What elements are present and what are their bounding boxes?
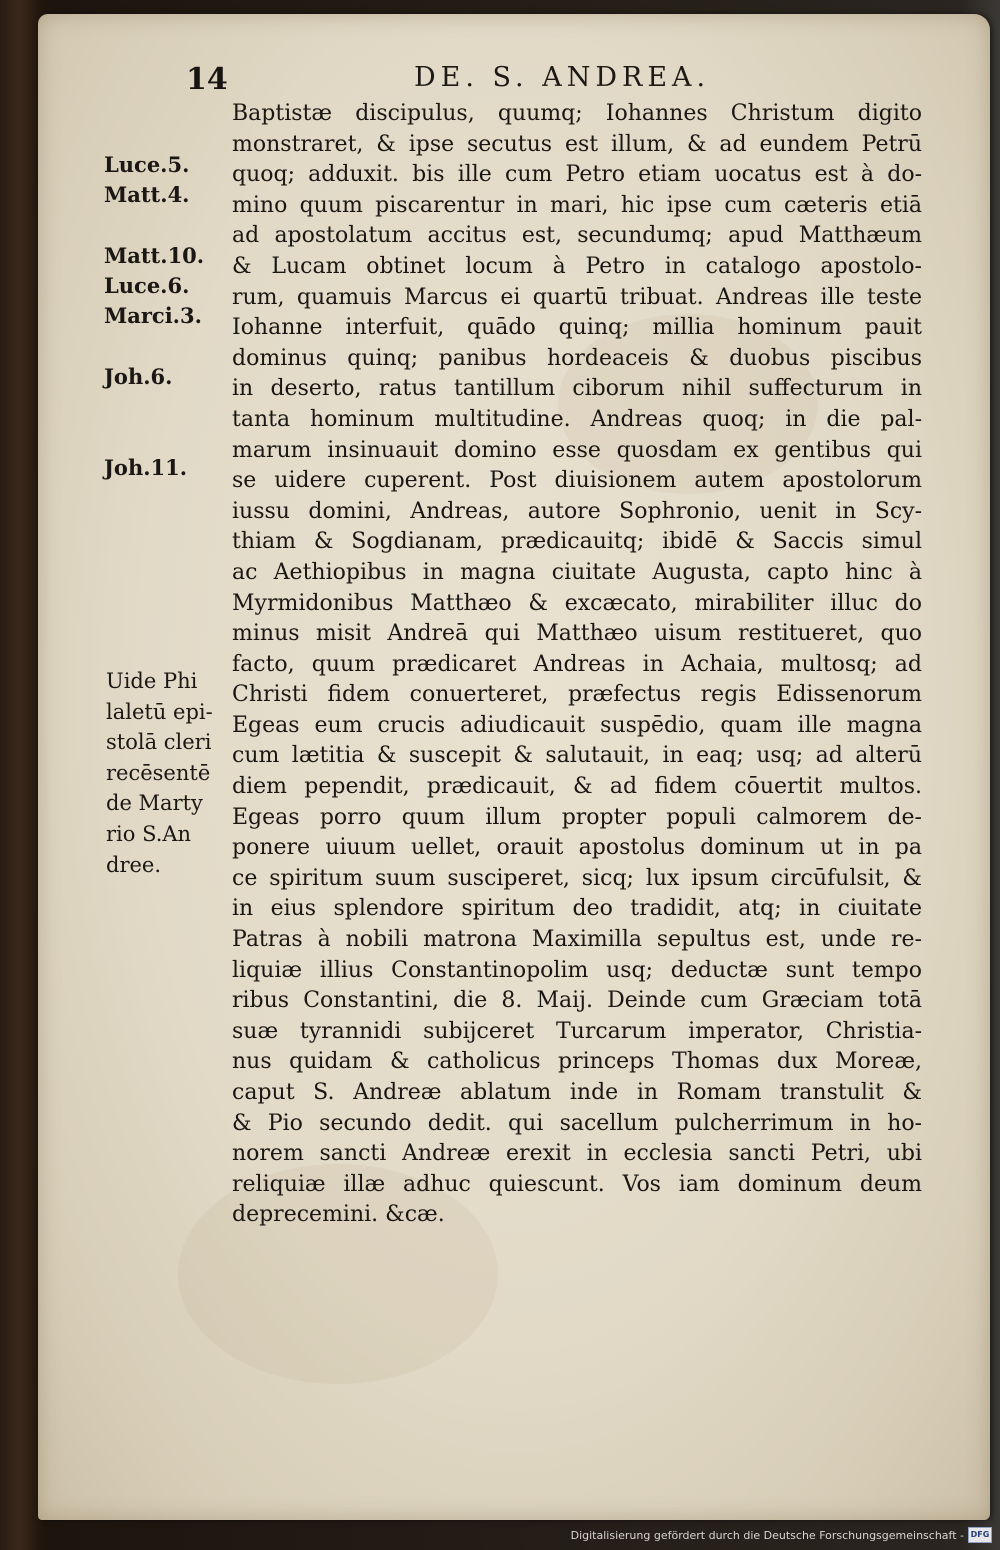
- text-line: reliquiæ illæ adhuc quiescunt. Vos iam dominum deum: [232, 1171, 922, 1197]
- dfg-logo: DFG: [968, 1527, 992, 1543]
- text-line: monstraret, & ipse secutus est illum, & ad eundem Petrū: [232, 131, 922, 157]
- citation-line: de Marty: [106, 791, 203, 816]
- text-line: nus quidam & catholicus princeps Thomas dux Moreæ,: [232, 1049, 922, 1075]
- text-line: iussu domini, Andreas, autore Sophronio, uenit in Scy-: [232, 498, 922, 524]
- running-title: DE. S. ANDREA.: [414, 62, 711, 93]
- text-line: Egeas porro quum illum propter populi calmorem de-: [232, 804, 922, 830]
- text-line: cum lætitia & suscepit & salutauit, in eaq; usq; ad alterū: [232, 743, 922, 769]
- citation-line: Uide Phi: [106, 669, 198, 693]
- text-line: thiam & Sogdianam, prædicauitq; ibidē & Saccis simul: [232, 529, 922, 555]
- text-line: mino quum piscarentur in mari, hic ipse cum cæteris etiā: [232, 192, 922, 218]
- margin-note: Matt.10.: [104, 243, 205, 268]
- margin-note: Marci.3.: [104, 303, 202, 328]
- text-line: ponere uiuum uellet, orauit apostolus dominum ut in pa: [232, 835, 922, 861]
- text-line: diem pependit, prædicauit, & ad fidem cōuertit multos.: [232, 774, 922, 800]
- text-line: Myrmidonibus Matthæo & excæcato, mirabiliter illuc do: [232, 590, 922, 616]
- running-head: [38, 54, 990, 97]
- margin-note: Luce.5.: [104, 152, 190, 177]
- text-line: quoq; adduxit. bis ille cum Petro etiam uocatus est à do-: [232, 162, 922, 188]
- text-line: dominus quinq; panibus hordeaceis & duobus piscibus: [232, 345, 922, 371]
- text-line: Egeas eum crucis adiudicauit suspēdio, quam ille magna: [232, 712, 922, 738]
- text-line: Baptistæ discipulus, quumq; Iohannes Christum digito: [232, 101, 922, 126]
- text-line: liquiæ illius Constantinopolim usq; deductæ sunt tempo: [232, 957, 922, 983]
- text-line: & Pio secundo dedit. qui sacellum pulcherrimum in ho-: [232, 1110, 922, 1136]
- text-line: ce spiritum suum susciperet, sicq; lux ipsum circūfulsit, &: [232, 865, 922, 891]
- citation-line: rio S.An: [106, 821, 192, 846]
- body-text: [232, 99, 922, 1231]
- margin-note: Matt.4.: [104, 182, 190, 207]
- text-line: in eius splendore spiritum deo tradidit, atq; in ciuitate: [232, 896, 922, 922]
- text-line: ad apostolatum accitus est, secundumq; apud Matthæum: [232, 223, 922, 249]
- book-page: [38, 14, 990, 1520]
- text-line: se uidere cuperent. Post diuisionem autem apostolorum: [232, 468, 922, 494]
- margin-note: Luce.6.: [104, 273, 190, 298]
- text-line: Patras à nobili matrona Maximilla sepultus est, unde re-: [232, 927, 922, 953]
- citation-line: recēsentē: [106, 760, 211, 785]
- text-line: tanta hominum multitudine. Andreas quoq; in die pal-: [232, 406, 922, 432]
- text-line: norem sancti Andreæ erexit in ecclesia sancti Petri, ubi: [232, 1141, 922, 1167]
- text-line: marum insinuauit domino esse quosdam ex gentibus qui: [232, 437, 922, 463]
- margin-note: Joh.11.: [104, 455, 188, 480]
- citation-line: stolā cleri: [106, 730, 212, 755]
- text-line: Iohanne interfuit, quādo quinq; millia hominum pauit: [232, 315, 922, 341]
- text-line: ribus Constantini, die 8. Maij. Deinde cum Græciam totā: [232, 988, 922, 1014]
- text-line: facto, quum prædicaret Andreas in Achaia, multosq; ad: [232, 651, 922, 677]
- text-line: rum, quamuis Marcus ei quartū tribuat. Andreas ille teste: [232, 284, 922, 310]
- digitization-credit: Digitalisierung gefördert durch die Deutsche Forschungsgemeinschaft -: [570, 1529, 964, 1542]
- text-line: caput S. Andreæ ablatum inde in Romam transtulit &: [232, 1080, 922, 1105]
- text-line: deprecemini. &cæ.: [232, 1202, 445, 1228]
- margin-citation: [106, 666, 213, 880]
- citation-line: dree.: [106, 852, 162, 877]
- margin-notes: [104, 110, 239, 877]
- text-line: & Lucam obtinet locum à Petro in catalogo apostolo-: [232, 253, 922, 279]
- page-number: 14: [186, 62, 228, 97]
- text-line: ac Aethiopibus in magna ciuitate Augusta, capto hinc à: [232, 559, 922, 585]
- citation-line: laletū epi-: [106, 699, 213, 724]
- text-line: suæ tyrannidi subijceret Turcarum imperator, Christia-: [232, 1018, 922, 1044]
- margin-note: Joh.6.: [104, 364, 173, 389]
- text-line: minus misit Andreā qui Matthæo uisum restitueret, quo: [232, 621, 922, 647]
- text-line: Christi fidem conuerteret, præfectus regis Edissenorum: [232, 682, 922, 708]
- text-line: in deserto, ratus tantillum ciborum nihil suffecturum in: [232, 376, 922, 402]
